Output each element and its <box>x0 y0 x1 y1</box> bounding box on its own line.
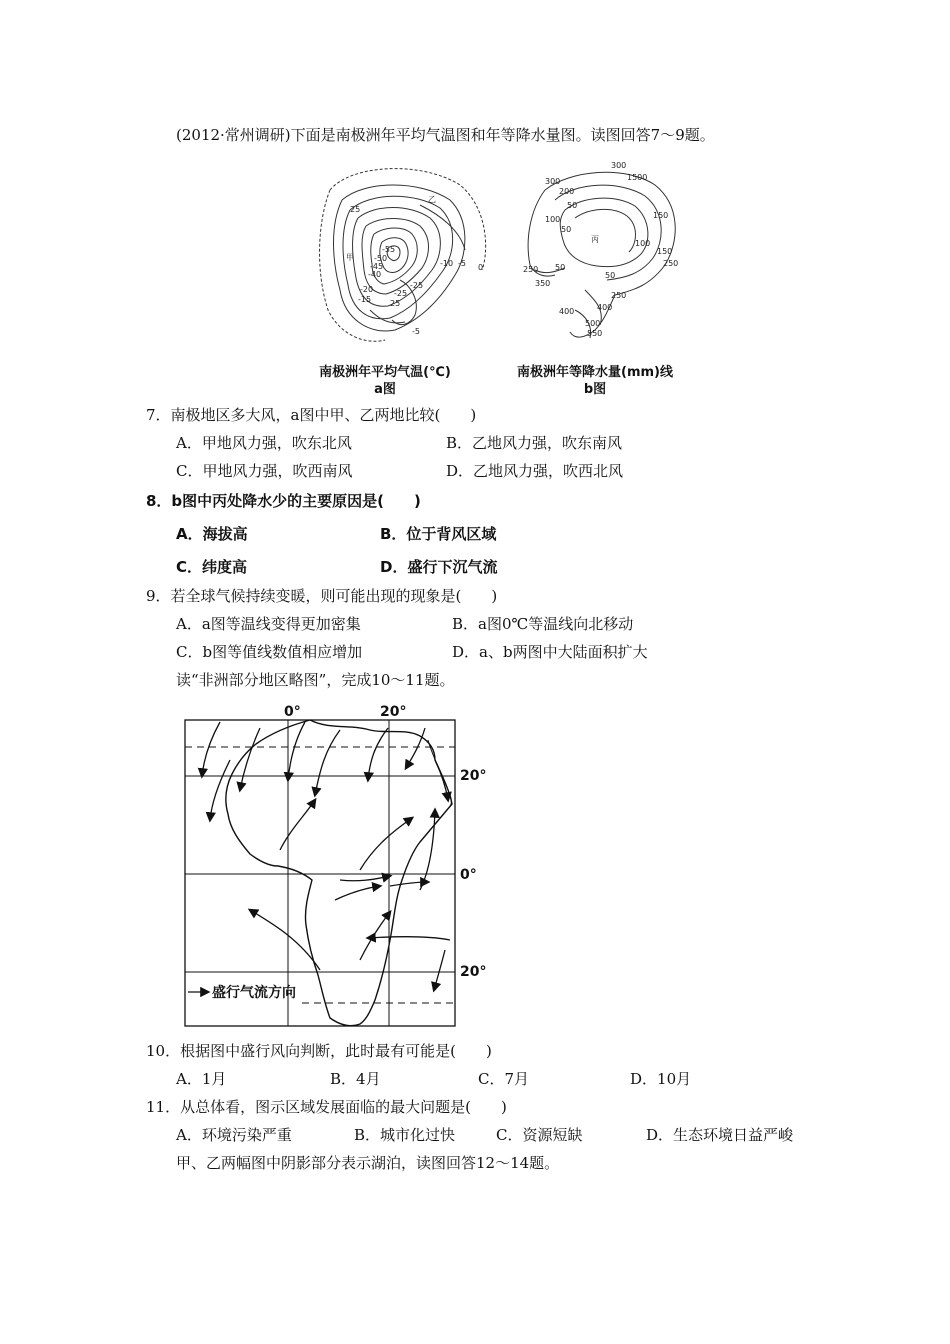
svg-text:0: 0 <box>478 263 484 272</box>
svg-text:1500: 1500 <box>627 173 648 182</box>
svg-text:-5: -5 <box>458 259 466 268</box>
q9-option-d: D．a、b两图中大陆面积扩大 <box>452 643 648 661</box>
svg-text:50: 50 <box>561 225 572 234</box>
svg-text:250: 250 <box>523 265 539 274</box>
svg-text:500: 500 <box>585 319 601 328</box>
lat-0-label: 0° <box>460 867 477 883</box>
figure-b-precipitation-map <box>515 160 690 350</box>
intro-antarctica: (2012·常州调研)下面是南极洲年平均气温图和年等降水量图。读图回答7～9题。 <box>176 126 715 144</box>
svg-text:25: 25 <box>350 205 361 214</box>
intro-africa: 读“非洲部分地区略图”，完成10～11题。 <box>176 671 455 689</box>
q9-option-b: B．a图0℃等温线向北移动 <box>452 615 634 633</box>
svg-text:-15: -15 <box>358 295 372 304</box>
q7-option-a: A．甲地风力强，吹东北风 <box>176 434 352 452</box>
svg-text:300: 300 <box>545 177 561 186</box>
lon-20-label: 20° <box>380 704 407 720</box>
q7-option-d: D．乙地风力强，吹西北风 <box>446 462 624 480</box>
africa-wind-map <box>180 700 500 1030</box>
q10-option-d: D．10月 <box>630 1070 692 1088</box>
svg-text:乙: 乙 <box>428 195 436 204</box>
svg-text:100: 100 <box>635 239 651 248</box>
q11-option-c: C．资源短缺 <box>496 1126 583 1144</box>
q8-option-b: B．位于背风区域 <box>380 525 497 543</box>
q8-option-a: A．海拔高 <box>176 525 248 543</box>
svg-text:-50: -50 <box>374 254 388 263</box>
lon-0-label: 0° <box>284 704 301 720</box>
q10-option-b: B．4月 <box>330 1070 381 1088</box>
q11-option-a: A．环境污染严重 <box>176 1126 292 1144</box>
svg-text:50: 50 <box>567 201 578 210</box>
svg-text:350: 350 <box>535 279 551 288</box>
figure-b-caption-sub: b图 <box>583 382 607 397</box>
legend-label: 盛行气流方向 <box>212 985 296 1001</box>
q9-option-c: C．b图等值线数值相应增加 <box>176 643 363 661</box>
svg-text:丙: 丙 <box>591 235 599 244</box>
svg-text:-20: -20 <box>360 285 374 294</box>
svg-text:-25: -25 <box>394 289 408 298</box>
q10-option-a: A．1月 <box>176 1070 227 1088</box>
q8-option-d: D．盛行下沉气流 <box>380 558 498 576</box>
q7-stem: 7．南极地区多大风，a图中甲、乙两地比较( ) <box>146 406 477 424</box>
q7-option-c: C．甲地风力强，吹西南风 <box>176 462 353 480</box>
figure-b-contour-labels <box>523 161 678 338</box>
figure-a-caption-sub: a图 <box>374 382 396 397</box>
svg-text:400: 400 <box>597 303 613 312</box>
q9-option-a: A．a图等温线变得更加密集 <box>176 615 361 633</box>
q10-stem: 10．根据图中盛行风向判断，此时最有可能是( ) <box>146 1042 492 1060</box>
figure-a-caption-title: 南极洲年平均气温(℃) <box>319 365 451 380</box>
q11-stem: 11．从总体看，图示区域发展面临的最大问题是( ) <box>146 1098 507 1116</box>
svg-text:-55: -55 <box>382 245 396 254</box>
q10-option-c: C．7月 <box>478 1070 530 1088</box>
svg-text:50: 50 <box>555 263 566 272</box>
svg-text:400: 400 <box>559 307 575 316</box>
svg-text:150: 150 <box>657 247 673 256</box>
figure-b-caption-title: 南极洲年等降水量(mm)线 <box>517 365 673 380</box>
svg-text:250: 250 <box>611 291 627 300</box>
svg-text:-25: -25 <box>410 281 424 290</box>
q9-stem: 9．若全球气候持续变暖，则可能出现的现象是( ) <box>146 587 498 605</box>
q8-stem: 8．b图中丙处降水少的主要原因是( ) <box>146 492 421 510</box>
q7-option-b: B．乙地风力强，吹东南风 <box>446 434 623 452</box>
svg-text:-40: -40 <box>368 270 382 279</box>
svg-text:-45: -45 <box>370 262 384 271</box>
q11-option-d: D．生态环境日益严峻 <box>646 1126 794 1144</box>
svg-text:50: 50 <box>605 271 616 280</box>
q8-option-c: C．纬度高 <box>176 558 248 576</box>
svg-text:300: 300 <box>611 161 627 170</box>
svg-text:甲: 甲 <box>346 253 354 262</box>
figure-a-temperature-map <box>310 160 500 350</box>
svg-text:25: 25 <box>390 299 401 308</box>
svg-text:-5: -5 <box>412 327 420 336</box>
svg-text:-10: -10 <box>440 259 454 268</box>
svg-text:250: 250 <box>663 259 679 268</box>
q11-option-b: B．城市化过快 <box>354 1126 456 1144</box>
lat-20s-label: 20° <box>460 964 487 980</box>
svg-text:150: 150 <box>653 211 669 220</box>
intro-lakes: 甲、乙两幅图中阴影部分表示湖泊，读图回答12～14题。 <box>176 1154 560 1172</box>
svg-text:200: 200 <box>559 187 575 196</box>
svg-text:100: 100 <box>545 215 561 224</box>
lat-20n-label: 20° <box>460 768 487 784</box>
svg-text:550: 550 <box>587 329 603 338</box>
